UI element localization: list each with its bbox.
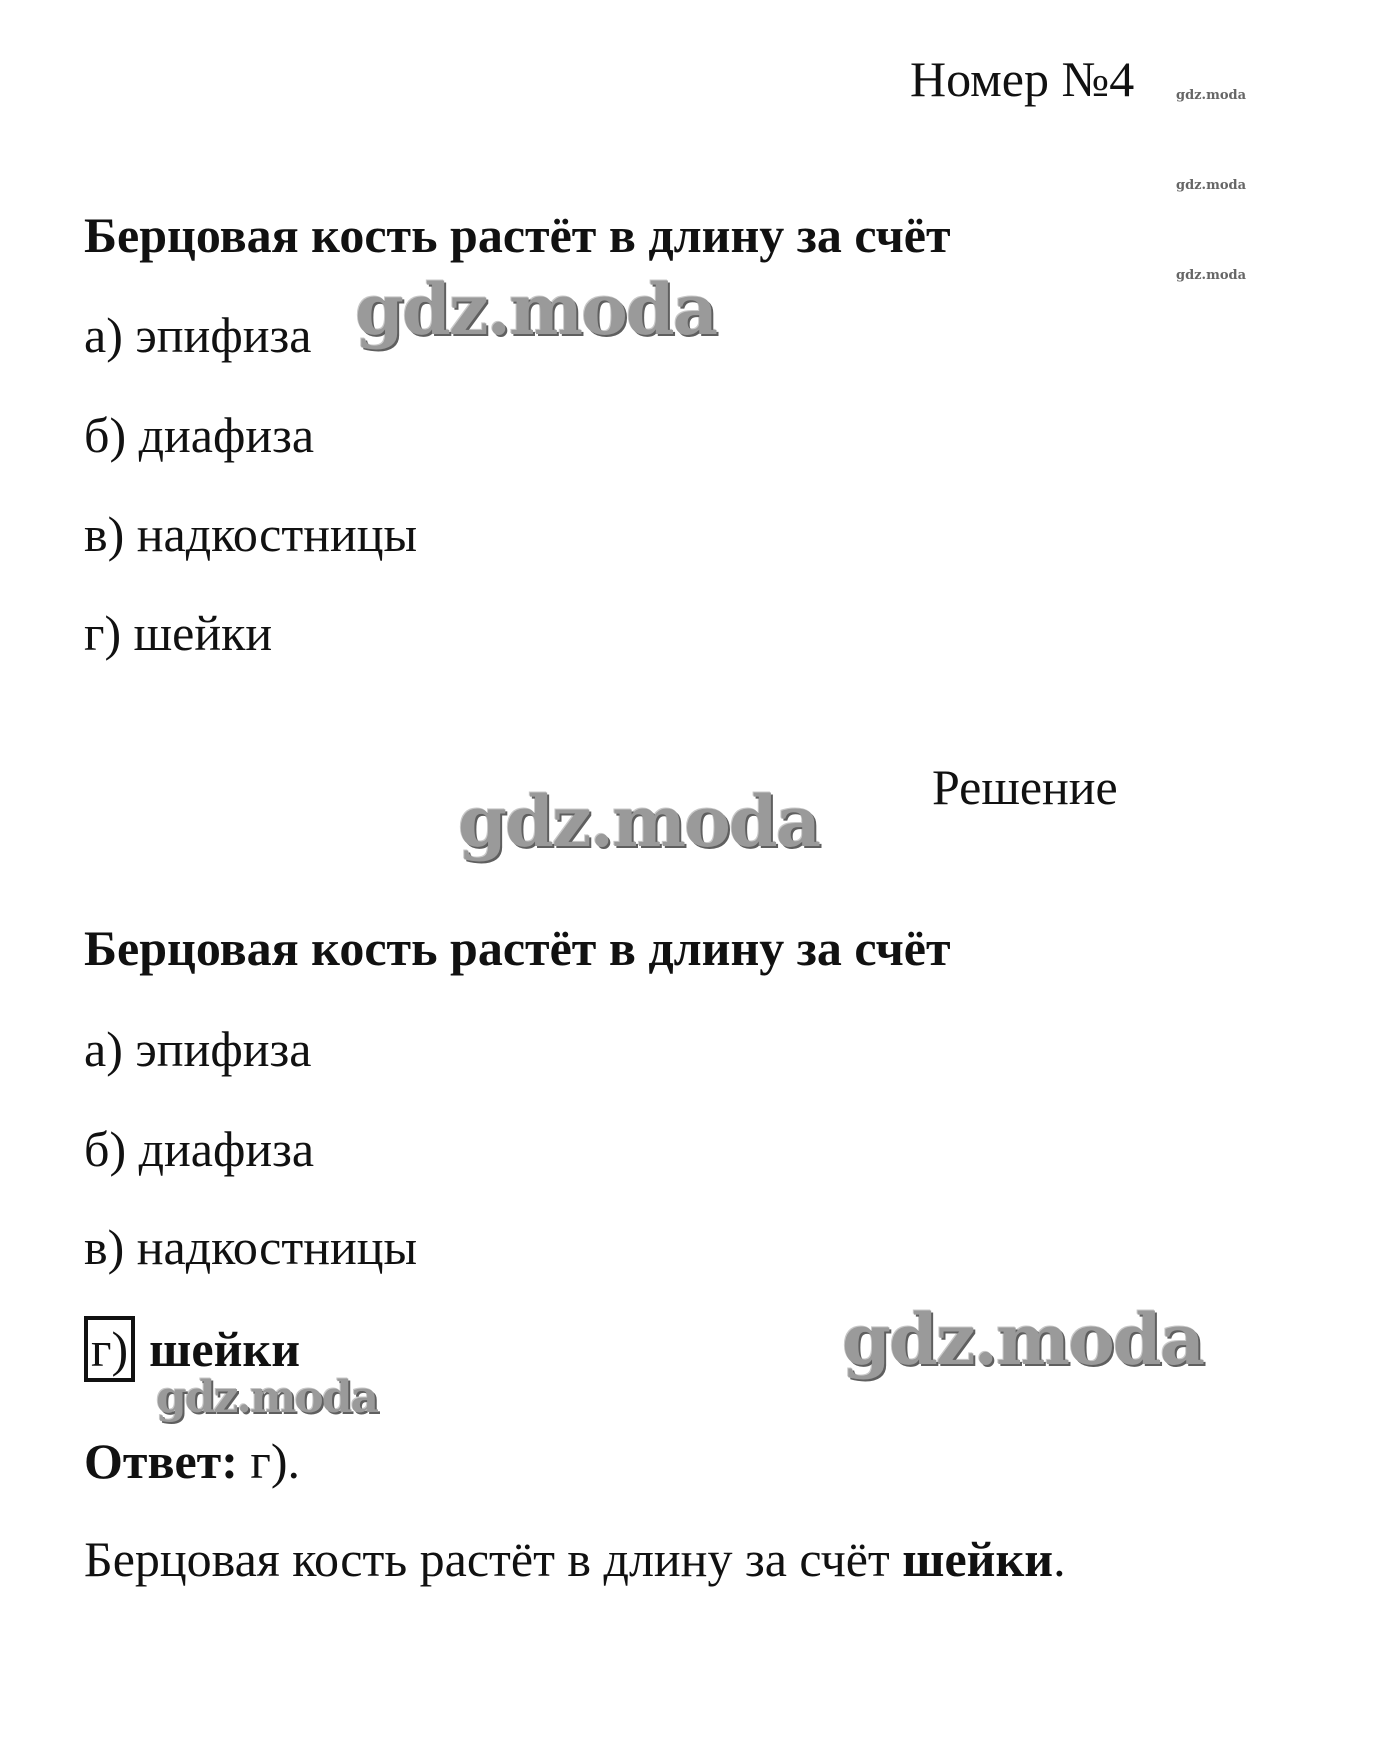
option-c: в) надкостницы	[84, 506, 418, 562]
option-d: г) шейки	[84, 605, 273, 661]
answer-line	[84, 1432, 300, 1490]
solution-option-b: б) диафиза	[84, 1121, 315, 1177]
watermark-small: gdz.moda	[1176, 268, 1247, 283]
watermark: gdz.moda	[842, 1298, 1204, 1381]
conclusion-end: .	[1053, 1531, 1066, 1587]
solution-label: Решение	[932, 759, 1118, 815]
solution-option-c: в) надкостницы	[84, 1219, 418, 1275]
answer-value: г).	[237, 1433, 301, 1489]
option-b: б) диафиза	[84, 407, 315, 463]
option-a: а) эпифиза	[84, 307, 312, 363]
watermark: gdz.moda	[355, 268, 717, 351]
solution-option-a: а) эпифиза	[84, 1021, 312, 1077]
selected-answer-box: г)	[84, 1316, 135, 1382]
page-title: Номер №4	[910, 51, 1135, 107]
solution-question-text: Берцовая кость растёт в длину за счёт	[84, 920, 951, 976]
watermark-small: gdz.moda	[1176, 88, 1247, 103]
watermark: gdz.moda	[156, 1372, 378, 1423]
selected-answer-text: шейки	[149, 1321, 301, 1377]
watermark-small: gdz.moda	[1176, 178, 1247, 193]
answer-label: Ответ:	[84, 1433, 238, 1489]
conclusion	[84, 1530, 1066, 1588]
conclusion-bold: шейки	[902, 1531, 1054, 1587]
conclusion-text: Берцовая кость растёт в длину за счёт	[84, 1531, 903, 1587]
watermark: gdz.moda	[458, 780, 820, 863]
question-text: Берцовая кость растёт в длину за счёт	[84, 207, 951, 263]
